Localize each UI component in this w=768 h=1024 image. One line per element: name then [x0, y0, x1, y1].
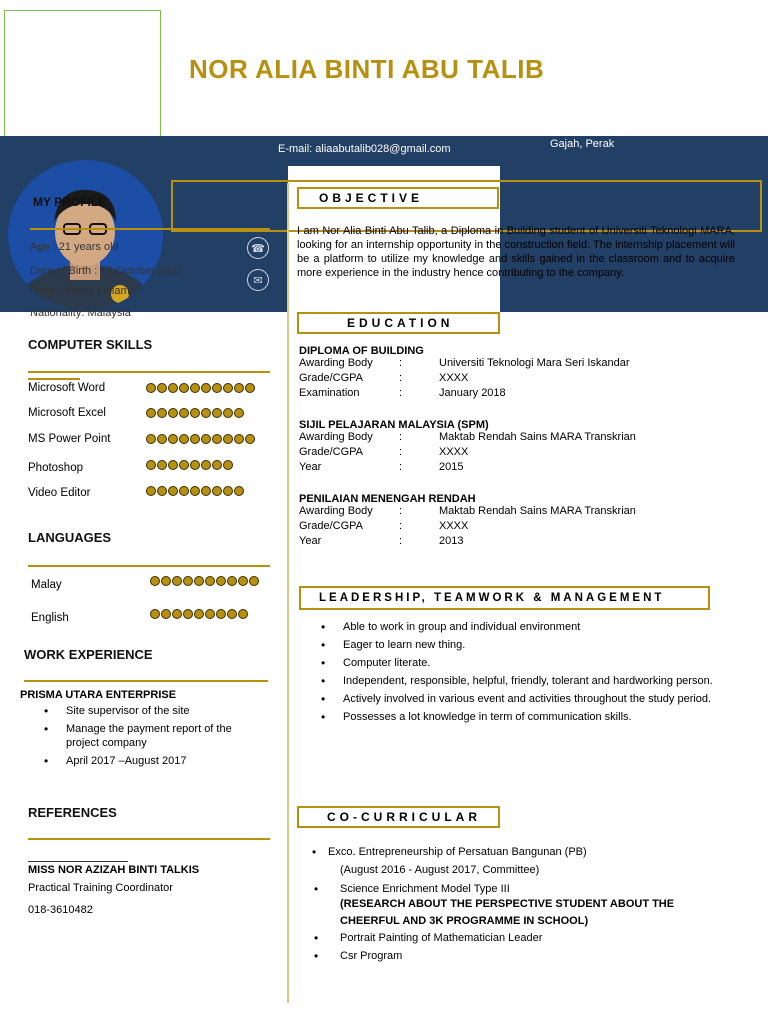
edu-sep: :	[399, 535, 403, 547]
rating-dot	[227, 609, 237, 619]
list-item: • Eager to learn new thing.	[317, 638, 737, 652]
cocurricular-title: CO-CURRICULAR	[327, 810, 481, 824]
rating-dot	[146, 434, 156, 444]
mail-icon: ✉	[247, 269, 269, 291]
rating-dot	[194, 609, 204, 619]
list-item: • Portrait Painting of Mathematician Leader	[310, 931, 730, 945]
rating-dot	[234, 383, 244, 393]
objective-heading	[297, 187, 499, 209]
rating-dot	[234, 486, 244, 496]
list-item: • Computer literate.	[317, 656, 737, 670]
education-heading	[297, 312, 500, 334]
rating-dot	[205, 576, 215, 586]
rating-dot	[146, 460, 156, 470]
cocurricular-heading	[297, 806, 500, 828]
edu-sep: :	[399, 446, 403, 458]
rating-dot	[179, 460, 189, 470]
rating-dot	[183, 609, 193, 619]
leadership-heading	[299, 586, 710, 610]
edu-key: Examination	[299, 387, 360, 399]
rating-dot	[212, 383, 222, 393]
edu-sep: :	[399, 505, 403, 517]
references-divider	[28, 838, 270, 840]
rating-dot	[201, 486, 211, 496]
rating-dot	[201, 434, 211, 444]
rating-dot	[212, 486, 222, 496]
edu-key: Awarding Body	[299, 431, 373, 443]
edu-value: 2013	[439, 535, 464, 547]
candidate-name: NOR ALIA BINTI ABU TALIB	[189, 54, 545, 84]
skill-rating	[146, 408, 244, 418]
leadership-list	[317, 620, 737, 728]
skill-rating	[146, 486, 244, 496]
skill-label: Video Editor	[28, 487, 91, 499]
edu-key: Awarding Body	[299, 505, 373, 517]
skill-rating	[146, 383, 255, 393]
list-item: • Site supervisor of the site	[40, 704, 265, 718]
rating-dot	[223, 383, 233, 393]
list-item: • Actively involved in various event and activities throughout the study period.	[317, 692, 737, 706]
rating-dot	[150, 576, 160, 586]
phone-icon: ☎	[247, 237, 269, 259]
rating-dot	[223, 408, 233, 418]
edu-key: Awarding Body	[299, 357, 373, 369]
language-rating	[150, 609, 248, 619]
rating-dot	[216, 576, 226, 586]
edu-key: Grade/CGPA	[299, 446, 363, 458]
reference-name: MISS NOR AZIZAH BINTI TALKIS	[28, 864, 200, 876]
education-entry	[299, 419, 719, 476]
list-item: • Exco. Entrepreneurship of Persatuan Bangunan (PB)	[308, 845, 728, 859]
language-rating	[150, 576, 259, 586]
cocurricular-item1-sub: (August 2016 - August 2017, Committee)	[340, 864, 540, 876]
edu-value: XXXX	[439, 520, 469, 532]
objective-title: OBJECTIVE	[319, 191, 424, 205]
language-label: Malay	[31, 579, 62, 591]
rating-dot	[168, 460, 178, 470]
rating-dot	[157, 408, 167, 418]
rating-dot	[179, 434, 189, 444]
profile-dob: Date of Birth : 13 October 2002	[30, 265, 183, 277]
rating-dot	[223, 486, 233, 496]
work-experience-title: WORK EXPERIENCE	[24, 647, 153, 662]
skill-label: Photoshop	[28, 462, 83, 474]
language-label: English	[31, 612, 69, 624]
work-company: PRISMA UTARA ENTERPRISE	[20, 689, 177, 701]
skill-rating	[146, 460, 233, 470]
edu-key: Year	[299, 535, 322, 547]
profile-divider	[30, 228, 270, 230]
rating-dot	[238, 576, 248, 586]
rating-dot	[168, 408, 178, 418]
skill-label: MS Power Point	[28, 433, 111, 445]
column-divider	[287, 183, 289, 1003]
rating-dot	[238, 609, 248, 619]
edu-value: Maktab Rendah Sains MARA Transkrian	[439, 505, 636, 517]
work-divider	[24, 680, 268, 682]
rating-dot	[179, 486, 189, 496]
rating-dot	[201, 408, 211, 418]
rating-dot	[249, 576, 259, 586]
edu-key: Grade/CGPA	[299, 372, 363, 384]
list-item: • Csr Program	[310, 949, 730, 963]
edu-sep: :	[399, 387, 403, 399]
rating-dot	[157, 486, 167, 496]
rating-dot	[223, 460, 233, 470]
rating-dot	[245, 383, 255, 393]
education-entry-title: DIPLOMA OF BUILDING	[299, 345, 424, 357]
rating-dot	[150, 609, 160, 619]
skill-rating	[146, 434, 255, 444]
rating-dot	[201, 460, 211, 470]
education-entry-title: PENILAIAN MENENGAH RENDAH	[299, 493, 476, 505]
computer-skills-underline	[28, 378, 80, 380]
computer-skills-divider	[28, 371, 270, 373]
rating-dot	[234, 408, 244, 418]
edu-sep: :	[399, 357, 403, 369]
rating-dot	[161, 609, 171, 619]
rating-dot	[146, 383, 156, 393]
edu-sep: :	[399, 431, 403, 443]
rating-dot	[179, 408, 189, 418]
rating-dot	[245, 434, 255, 444]
rating-dot	[172, 609, 182, 619]
rating-dot	[227, 576, 237, 586]
list-item: • Able to work in group and individual environment	[317, 620, 737, 634]
languages-title: LANGUAGES	[28, 530, 112, 545]
work-list	[40, 704, 265, 772]
rating-dot	[223, 434, 233, 444]
rating-dot	[216, 609, 226, 619]
rating-dot	[157, 383, 167, 393]
rating-dot	[212, 408, 222, 418]
edu-value: January 2018	[439, 387, 506, 399]
rating-dot	[205, 609, 215, 619]
edu-value: Maktab Rendah Sains MARA Transkrian	[439, 431, 636, 443]
rating-dot	[190, 434, 200, 444]
list-item: • Independent, responsible, helpful, friendly, tolerant and hardworking person.	[317, 674, 737, 688]
edu-sep: :	[399, 372, 403, 384]
edu-sep: :	[399, 520, 403, 532]
rating-dot	[157, 434, 167, 444]
profile-title: MY PROFILE	[33, 195, 107, 209]
rating-dot	[190, 486, 200, 496]
rating-dot	[194, 576, 204, 586]
reference-role: Practical Training Coordinator	[28, 882, 173, 894]
edu-key: Year	[299, 461, 322, 473]
rating-dot	[157, 460, 167, 470]
profile-race: Race : Malay / Islam	[30, 285, 130, 297]
rating-dot	[179, 383, 189, 393]
rating-dot	[190, 383, 200, 393]
rating-dot	[146, 408, 156, 418]
education-title: EDUCATION	[347, 316, 454, 330]
rating-dot	[201, 383, 211, 393]
list-item: • Science Enrichment Model Type III	[310, 882, 730, 896]
leadership-title: LEADERSHIP, TEAMWORK & MANAGEMENT	[319, 592, 665, 604]
rating-dot	[183, 576, 193, 586]
rating-dot	[146, 486, 156, 496]
rating-dot	[172, 576, 182, 586]
cocurricular-list	[310, 931, 730, 967]
edu-value: 2015	[439, 461, 464, 473]
references-underline	[28, 861, 128, 862]
edu-value: XXXX	[439, 372, 469, 384]
rating-dot	[168, 434, 178, 444]
rating-dot	[234, 434, 244, 444]
profile-age: Age : 21 years old	[30, 241, 119, 253]
education-entry	[299, 493, 719, 550]
computer-skills-title: COMPUTER SKILLS	[28, 337, 153, 352]
references-title: REFERENCES	[28, 805, 117, 820]
skill-label: Microsoft Excel	[28, 407, 106, 419]
skill-label: Microsoft Word	[28, 382, 106, 394]
list-item: • Possesses a lot knowledge in term of communication skills.	[317, 710, 737, 724]
education-entry	[299, 345, 719, 402]
cocurricular-item2-sub: (RESEARCH ABOUT THE PERSPECTIVE STUDENT ABOUT THE CHEERFUL AND 3K PROGRAMME IN SCHOOL)	[340, 898, 675, 927]
reference-phone: 018-3610482	[28, 904, 93, 916]
rating-dot	[168, 486, 178, 496]
languages-divider	[28, 565, 270, 567]
list-item: • Manage the payment report of the project company	[40, 722, 265, 750]
rating-dot	[161, 576, 171, 586]
rating-dot	[168, 383, 178, 393]
list-item: • April 2017 –August 2017	[40, 754, 265, 768]
email-text: E-mail: aliaabutalib028@gmail.com	[278, 143, 451, 155]
education-entry-title: SIJIL PELAJARAN MALAYSIA (SPM)	[299, 419, 489, 431]
address-text: Gajah, Perak	[550, 138, 615, 150]
rating-dot	[190, 460, 200, 470]
edu-key: Grade/CGPA	[299, 520, 363, 532]
cocurricular-list	[308, 845, 728, 863]
rating-dot	[212, 434, 222, 444]
objective-text: I am Nor Alia Binti Abu Talib, a Diploma in Building student of Universiti Teknologi MARA, looking for an internship opportunity in the construction field. The internship placement will be a platform to utilize my knowledge and skills gained in the classroom and to acquire more experience in the industry hence contributing to the company.	[297, 225, 735, 279]
rating-dot	[212, 460, 222, 470]
edu-value: XXXX	[439, 446, 469, 458]
profile-nationality: Nationality: Malaysia	[30, 307, 131, 319]
edu-sep: :	[399, 461, 403, 473]
edu-value: Universiti Teknologi Mara Seri Iskandar	[439, 357, 630, 369]
rating-dot	[190, 408, 200, 418]
